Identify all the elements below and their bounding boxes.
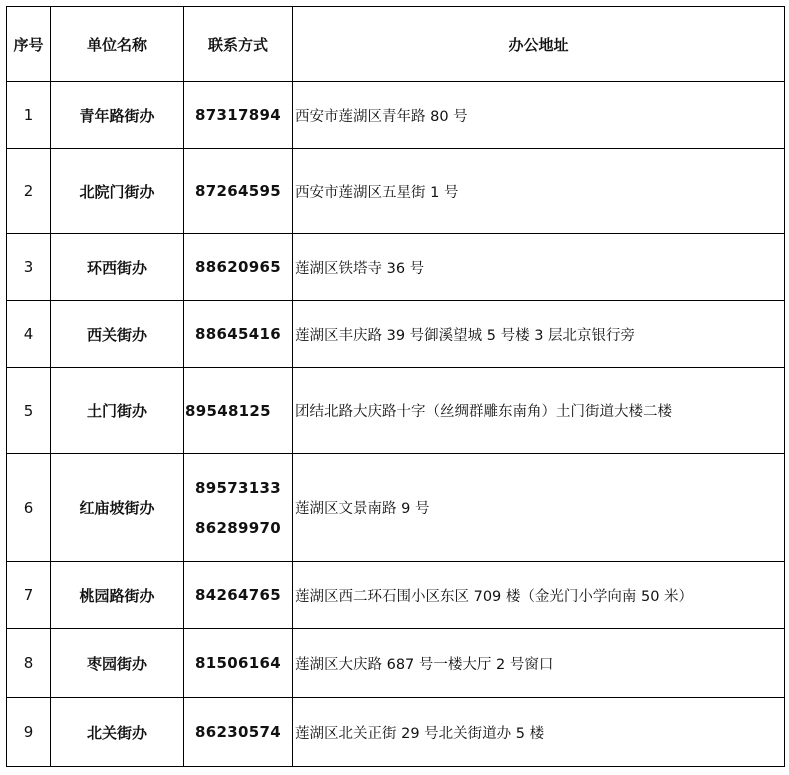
table-row: [7, 454, 785, 562]
office-address: 西安市莲湖区青年路 80 号: [293, 82, 785, 149]
phone-cell: [184, 301, 293, 368]
unit-name: 西关街办: [51, 301, 184, 368]
unit-name: 红庙坡街办: [51, 454, 184, 562]
phone-cell: [184, 234, 293, 301]
row-number: 5: [7, 368, 51, 454]
header-row: [7, 7, 785, 82]
table-row: [7, 698, 785, 767]
office-address: 莲湖区西二环石围小区东区 709 楼（金光门小学向南 50 米）: [293, 562, 785, 629]
phone-cell: [184, 698, 293, 767]
phone-number: 86230574: [195, 723, 281, 741]
contact-table: [6, 6, 785, 767]
header-address: 办公地址: [293, 7, 785, 82]
phone-number: 87264595: [195, 182, 281, 200]
unit-name: 枣园街办: [51, 629, 184, 698]
phone-number: 88620965: [195, 258, 281, 276]
row-number: 7: [7, 562, 51, 629]
phone-cell: [184, 368, 293, 454]
row-number: 6: [7, 454, 51, 562]
phone-number: 84264765: [195, 586, 281, 604]
phone-cell: [184, 562, 293, 629]
table-row: [7, 368, 785, 454]
header-phone: 联系方式: [184, 7, 293, 82]
unit-name: 北关街办: [51, 698, 184, 767]
office-address: 莲湖区铁塔寺 36 号: [293, 234, 785, 301]
table-row: [7, 629, 785, 698]
unit-name: 土门街办: [51, 368, 184, 454]
phone-cell: [184, 454, 293, 562]
phone-number: 81506164: [195, 654, 281, 672]
row-number: 9: [7, 698, 51, 767]
phone-cell: [184, 82, 293, 149]
row-number: 2: [7, 149, 51, 234]
unit-name: 环西街办: [51, 234, 184, 301]
row-number: 8: [7, 629, 51, 698]
office-address: 莲湖区丰庆路 39 号御溪望城 5 号楼 3 层北京银行旁: [293, 301, 785, 368]
phone-number: 89548125: [185, 401, 271, 420]
table-row: [7, 301, 785, 368]
row-number: 4: [7, 301, 51, 368]
row-number: 3: [7, 234, 51, 301]
office-address: 莲湖区大庆路 687 号一楼大厅 2 号窗口: [293, 629, 785, 698]
header-unit: 单位名称: [51, 7, 184, 82]
phone-number: 86289970: [195, 518, 281, 537]
phone-number: 87317894: [195, 106, 281, 124]
phone-number: 88645416: [195, 325, 281, 343]
phone-number: 89573133: [195, 478, 281, 497]
office-address: 团结北路大庆路十字（丝绸群雕东南角）土门街道大楼二楼: [293, 368, 785, 454]
office-address: 莲湖区北关正街 29 号北关街道办 5 楼: [293, 698, 785, 767]
phone-cell: [184, 629, 293, 698]
row-number: 1: [7, 82, 51, 149]
phone-cell: [184, 149, 293, 234]
unit-name: 青年路街办: [51, 82, 184, 149]
office-address: 西安市莲湖区五星街 1 号: [293, 149, 785, 234]
office-address: 莲湖区文景南路 9 号: [293, 454, 785, 562]
unit-name: 北院门街办: [51, 149, 184, 234]
table-row: [7, 234, 785, 301]
table-row: [7, 149, 785, 234]
header-no: 序号: [7, 7, 51, 82]
table-row: [7, 562, 785, 629]
table-row: [7, 82, 785, 149]
unit-name: 桃园路街办: [51, 562, 184, 629]
